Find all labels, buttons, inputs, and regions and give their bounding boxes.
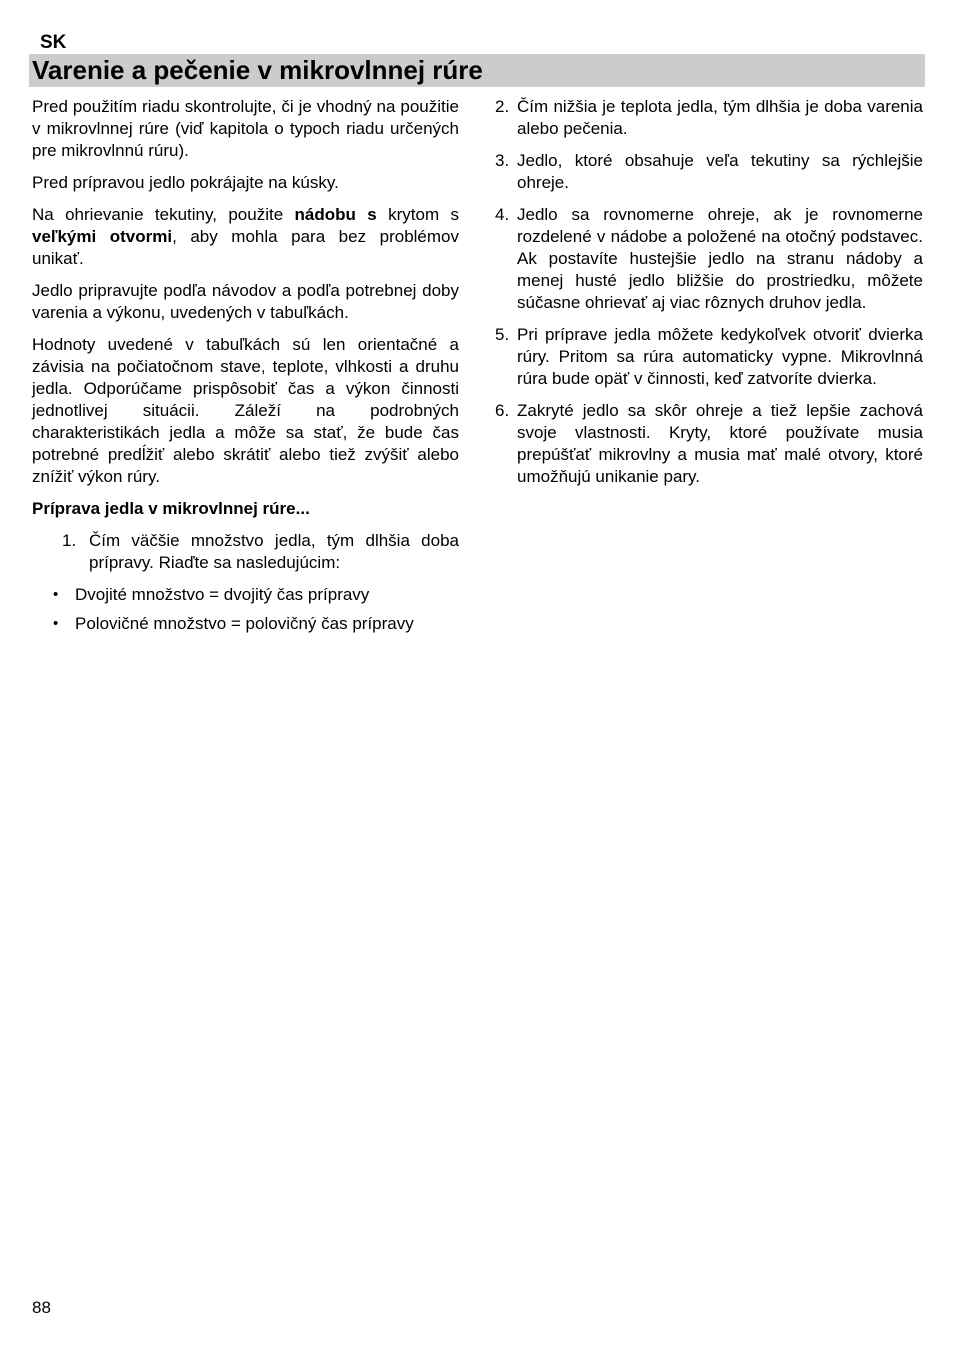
list-text: Čím väčšie množstvo jedla, tým dlhšia doba prípravy. Riaďte sa nasledujúcim: [89,531,459,572]
list-text: Pri príprave jedla môžete kedykoľvek otvoriť dvierka rúry. Pritom sa rúra automaticky vypne. Mikrovlnná rúra bude opäť v činnosti, keď zatvoríte dvierka. [517,325,923,388]
bullet-text: Dvojité množstvo = dvojitý čas prípravy [75,585,370,604]
bold-segment: nádobu s [294,205,377,224]
list-number: 3. [495,151,510,170]
language-code: SK [40,32,67,53]
list-item [495,324,923,390]
right-column [495,96,923,498]
list-item [495,204,923,314]
list-number: 4. [495,205,510,224]
paragraph-follow-instructions: Jedlo pripravujte podľa návodov a podľa potrebnej doby varenia a výkonu, uvedených v tabuľkách. [32,281,459,322]
page-number: 88 [32,1298,51,1317]
list-item [32,530,459,574]
page-title: Varenie a pečenie v mikrovlnnej rúre [32,55,483,85]
list-text: Jedlo, ktoré obsahuje veľa tekutiny sa rýchlejšie ohreje. [517,151,923,192]
list-text: Jedlo sa rovnomerne ohreje, ak je rovnomerne rozdelené v nádobe a položené na otočný podstavec. Ak postavíte hustejšie jedlo na stranu nádoby a menej husté jedlo bližšie do prostriedku, môžete súčasne ohrievať aj viac rôznych druhov jedla. [517,205,923,312]
bold-segment: veľkými otvormi [32,227,173,246]
text-segment: Na ohrievanie tekutiny, použite [32,205,295,224]
bullet-icon: • [53,615,59,632]
paragraph-cut-food: Pred prípravou jedlo pokrájajte na kúsky. [32,173,339,192]
text-segment: krytom s [376,205,460,224]
list-item [495,400,923,488]
list-text: Čím nižšia je teplota jedla, tým dlhšia je doba varenia alebo pečenia. [517,97,923,138]
list-item [495,96,923,140]
list-number: 1. [62,531,77,550]
title-bar [29,54,925,87]
list-text: Zakryté jedlo sa skôr ohreje a tiež lepšie zachová svoje vlastnosti. Kryty, ktoré používate musia prepúšťať mikrovlny a musia mať malé otvory, ktoré umožňujú unikanie pary. [517,401,923,486]
bullet-item [32,613,459,635]
list-item [495,150,923,194]
left-column [32,96,459,642]
bullet-item [32,584,459,606]
list-number: 2. [495,97,510,116]
text-segment: , aby mohla para bez problémov unikať. [32,227,459,268]
list-number: 6. [495,401,510,420]
list-number: 5. [495,325,510,344]
paragraph-check-dishes: Pred použitím riadu skontrolujte, či je vhodný na použitie v mikrovlnnej rúre (viď kapitola o typoch riadu určených pre mikrovlnnú rúru). [32,97,459,160]
bullet-text: Polovičné množstvo = polovičný čas prípravy [75,614,414,633]
paragraph-heating-liquids [32,204,459,270]
paragraph-table-values: Hodnoty uvedené v tabuľkách sú len orientačné a závisia na počiatočnom stave, teplote, vlhkosti a druhu jedla. Odporúčame prispôsobiť čas a výkon činnosti jednotlivej situácii. Záleží na podrobných charakteristikách jedla a môže sa stať, že bude čas potrebné predĺžiť alebo skrátiť alebo tiež zvýšiť alebo znížiť výkon rúry. [32,335,459,486]
bullet-icon: • [53,586,59,603]
subheading-food-preparation: Príprava jedla v mikrovlnnej rúre... [32,499,310,518]
